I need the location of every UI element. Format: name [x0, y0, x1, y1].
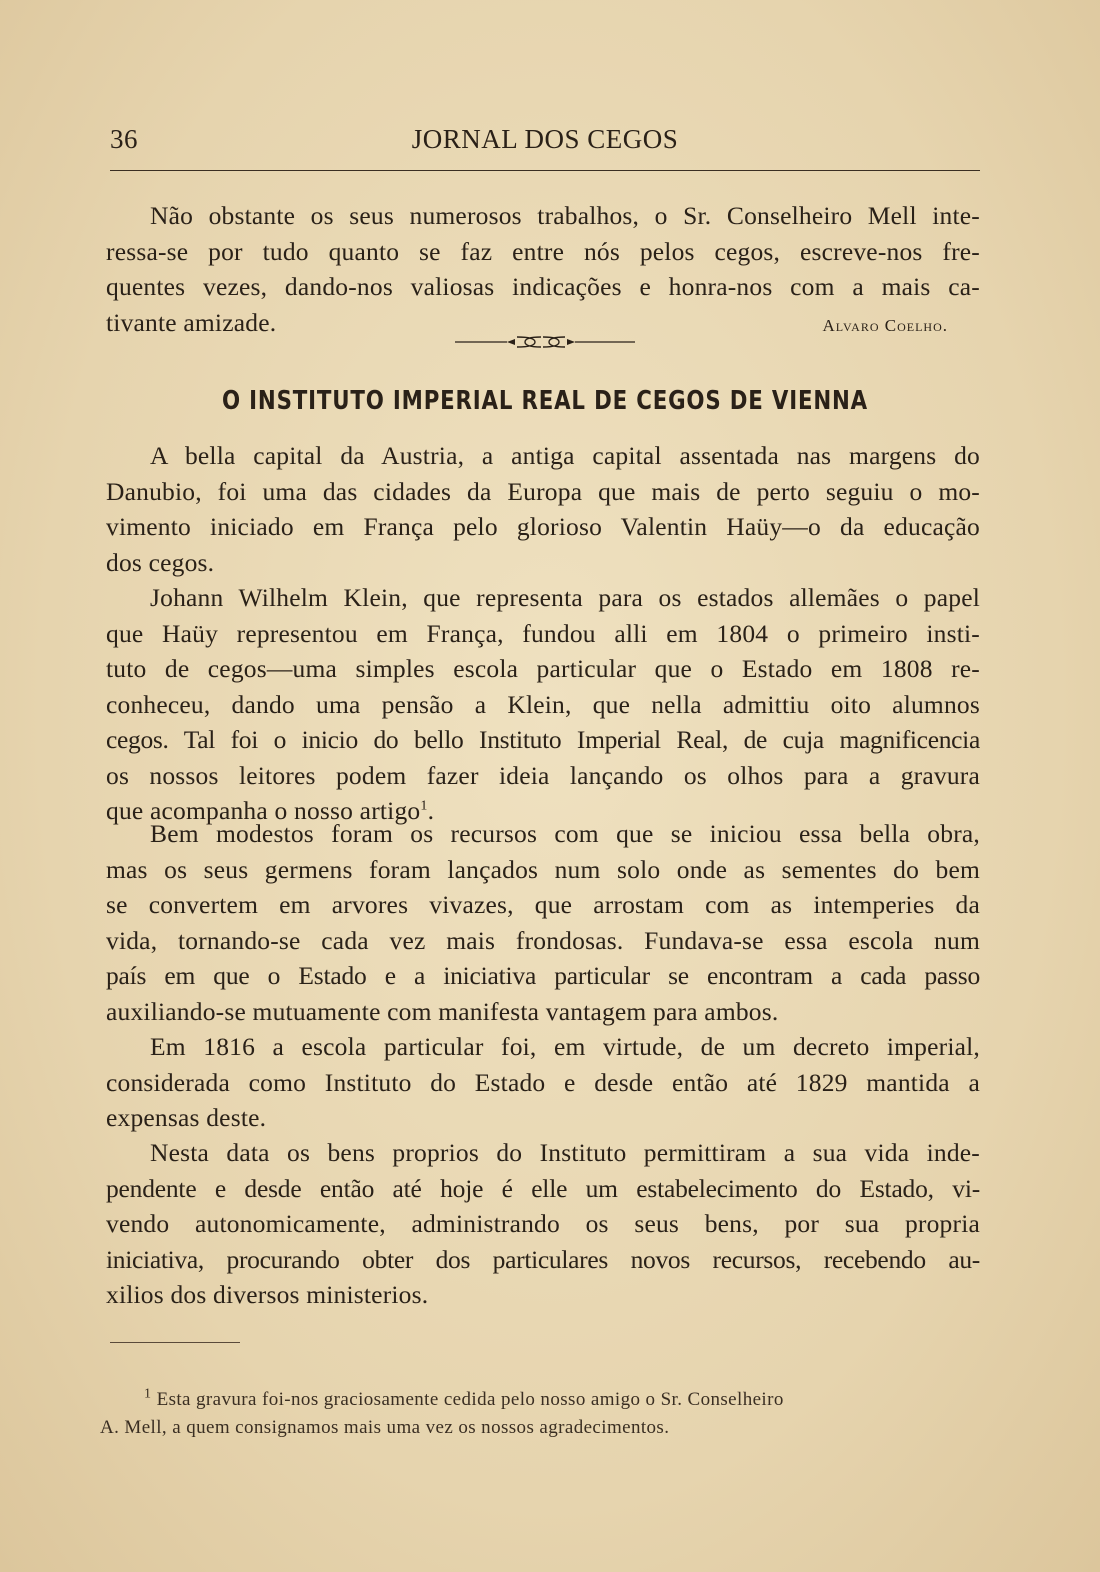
text-line: vendo autonomicamente, administrando os seus bens, por sua propria — [106, 1209, 980, 1238]
text-line: auxiliando-se mutuamente com manifesta vantagem para ambos. — [106, 996, 779, 1026]
article-paragraph — [106, 580, 980, 829]
text-line: mas os seus germens foram lançados num solo onde as sementes do bem — [106, 854, 980, 884]
article-paragraph — [106, 816, 980, 1029]
article-title: O INSTITUTO IMPERIAL REAL DE CEGOS DE VIENNA — [221, 386, 869, 416]
footnote-line: A. Mell, a quem consignamos mais uma vez os nossos agradecimentos. — [100, 1417, 670, 1438]
running-head — [110, 120, 980, 160]
text-line: A bella capital da Austria, a antiga capital assentada nas margens do — [150, 441, 980, 470]
footnote-line — [100, 1386, 974, 1414]
text-line: tuto de cegos—uma simples escola particular que o Estado em 1808 re- — [106, 654, 980, 683]
text-line: vimento iniciado em França pelo glorioso Valentin Haüy—o da educação — [106, 512, 980, 541]
text-line: quentes vezes, dando-nos valiosas indicações e honra-nos com a mais ca- — [106, 272, 980, 301]
article-paragraph — [106, 438, 980, 580]
text-line: expensas deste. — [106, 1103, 267, 1132]
text-fragment: que acompanha o nosso artigo — [106, 796, 421, 825]
text-line: os nossos leitores podem fazer ideia lançando os olhos para a gravura — [106, 760, 980, 790]
text-line: pendente e desde então até hoje é elle um estabelecimento do Estado, vi- — [106, 1173, 980, 1203]
text-line: Bem modestos foram os recursos com que se iniciou essa bella obra, — [150, 819, 980, 848]
text-line: Nesta data os bens proprios do Instituto permittiram a sua vida inde- — [150, 1138, 980, 1167]
text-line: conheceu, dando uma pensão a Klein, que nella admittiu oito alumnos — [106, 689, 980, 719]
ornament-divider — [455, 334, 635, 350]
text-line: país em que o Estado e a iniciativa particular se encontram a cada passo — [106, 961, 980, 990]
text-line: ressa-se por tudo quanto se faz entre nós pelos cegos, escreve-nos fre- — [106, 236, 980, 266]
footnote-number: 1 — [144, 1386, 152, 1402]
text-line: vida, tornando-se cada vez mais frondosas. Fundava-se essa escola num — [106, 925, 980, 955]
text-line: dos cegos. — [106, 547, 215, 577]
text-line: Em 1816 a escola particular foi, em virtude, de um decreto imperial, — [150, 1032, 980, 1061]
header-rule — [110, 170, 980, 171]
article-paragraph — [106, 1029, 980, 1136]
text-line: Danubio, foi uma das cidades da Europa que mais de perto seguiu o mo- — [106, 476, 980, 506]
footnote-rule — [110, 1342, 240, 1343]
signature: Alvaro Coelho. — [822, 316, 948, 335]
text-line: Não obstante os seus numerosos trabalhos, o Sr. Conselheiro Mell inte- — [150, 201, 980, 230]
text-line: que Haüy representou em França, fundou alli em 1804 o primeiro insti- — [106, 618, 980, 648]
text-line: xilios dos diversos ministerios. — [106, 1280, 429, 1309]
text-line: tivante amizade. — [106, 307, 277, 337]
text-line: considerada como Instituto do Estado e desde então até 1829 mantida a — [106, 1067, 980, 1097]
text-line: cegos. Tal foi o inicio do bello Instituto Imperial Real, de cuja magnificencia — [106, 725, 980, 754]
text-line: se convertem em arvores vivazes, que arrostam com as intemperies da — [106, 890, 980, 919]
footnote-mark: 1 — [420, 798, 428, 814]
text-line: Johann Wilhelm Klein, que representa para os estados allemães o papel — [150, 583, 980, 612]
text-fragment: . — [427, 796, 435, 825]
journal-title: JORNAL DOS CEGOS — [411, 124, 679, 154]
page-number: 36 — [110, 124, 138, 154]
text-fragment: Esta gravura foi-nos graciosamente cedida pelo nosso amigo o Sr. Conselheiro — [156, 1389, 784, 1410]
text-line: iniciativa, procurando obter dos particulares novos recursos, recebendo au- — [106, 1244, 980, 1274]
article-paragraph — [106, 1135, 980, 1313]
footnote — [100, 1386, 974, 1442]
